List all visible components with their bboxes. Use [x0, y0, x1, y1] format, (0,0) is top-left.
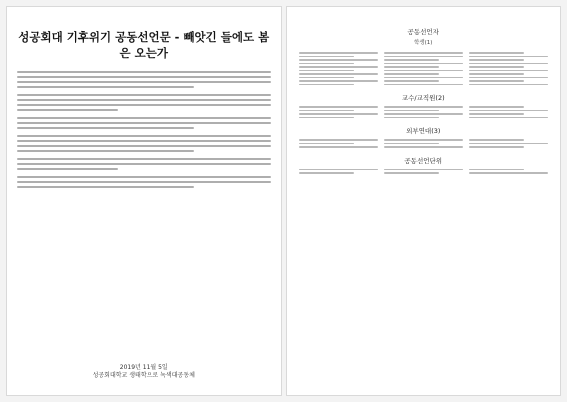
signatory-line — [384, 80, 439, 82]
body-paragraph — [17, 158, 271, 170]
signatory-line — [299, 59, 378, 61]
text-line — [17, 140, 271, 142]
text-line — [17, 94, 271, 96]
text-line — [17, 150, 194, 152]
signatory-line — [299, 110, 354, 112]
signatory-line — [469, 70, 548, 72]
signatory-line — [469, 63, 548, 65]
signatory-line — [469, 84, 548, 86]
signatory-line — [299, 77, 354, 79]
signatory-line — [469, 66, 524, 68]
right-page — [286, 6, 562, 396]
text-line — [17, 76, 271, 78]
signatory-line — [384, 139, 463, 141]
body-paragraph — [17, 135, 271, 152]
signatory-grid — [297, 167, 551, 176]
section-title: 공동선언단위 — [404, 156, 443, 165]
signatory-line — [384, 169, 463, 171]
text-line — [17, 104, 271, 106]
signatory-line — [469, 106, 524, 108]
section-subtitle: 학생(1) — [414, 40, 433, 46]
issuer-line: 성공회대학교 생태학으로 녹색대공동체 — [92, 371, 195, 379]
signatory-line — [384, 70, 463, 72]
signatory-line — [469, 80, 524, 82]
signatory-line — [384, 117, 439, 119]
text-line — [17, 109, 118, 111]
text-line — [17, 145, 271, 147]
text-line — [17, 158, 271, 160]
signatory-line — [469, 139, 524, 141]
signatory-line — [384, 52, 463, 54]
signatory-line — [299, 52, 378, 54]
left-page — [6, 6, 282, 396]
text-line — [17, 186, 194, 188]
signatory-line — [384, 56, 463, 58]
signatory-line — [469, 110, 548, 112]
signatory-line — [469, 56, 548, 58]
signatory-line — [384, 110, 439, 112]
signatory-line — [299, 80, 378, 82]
signatory-line — [299, 117, 354, 119]
text-line — [17, 181, 271, 183]
signatory-line — [469, 146, 524, 148]
signatory-line — [384, 113, 463, 115]
signatory-grid — [297, 104, 551, 120]
signatory-line — [299, 146, 378, 148]
signatory-line — [299, 113, 378, 115]
body-paragraph — [17, 71, 271, 88]
signatory-line — [299, 84, 354, 86]
signatory-line — [299, 63, 354, 65]
signatory-line — [299, 143, 354, 145]
signatory-line — [384, 84, 463, 86]
signatory-line — [384, 172, 439, 174]
text-line — [17, 176, 271, 178]
text-line — [17, 163, 271, 165]
text-line — [17, 135, 271, 137]
section-title: 공동선언자 — [407, 28, 439, 36]
signatory-line — [384, 63, 463, 65]
signatory-line — [384, 143, 439, 145]
signatory-line — [299, 66, 378, 68]
text-line — [17, 127, 194, 129]
signatory-line — [384, 77, 463, 79]
section-title: 외부연대(3) — [406, 127, 441, 135]
signatory-line — [469, 52, 524, 54]
section-title: 교수/교직원(2) — [401, 94, 445, 102]
text-line — [17, 99, 271, 101]
signatory-line — [469, 113, 524, 115]
text-line — [17, 117, 271, 119]
signatory-line — [384, 66, 439, 68]
signatory-line — [299, 106, 378, 108]
signatory-line — [384, 73, 439, 75]
signatory-line — [299, 169, 378, 171]
body-paragraph — [17, 117, 271, 129]
text-line — [17, 122, 271, 124]
signatory-line — [469, 143, 548, 145]
signatory-line — [469, 169, 524, 171]
signatory-line — [299, 73, 378, 75]
signatory-line — [469, 77, 548, 79]
signatory-grid — [297, 50, 551, 87]
signatory-line — [469, 117, 548, 119]
signatory-line — [469, 59, 524, 61]
signatory-line — [299, 70, 354, 72]
signatory-line — [299, 56, 354, 58]
text-line — [17, 71, 271, 73]
text-line — [17, 168, 118, 170]
date-line: 2019년 11월 5일 — [119, 364, 168, 371]
signatory-grid — [297, 137, 551, 150]
text-line — [17, 86, 194, 88]
signatory-line — [384, 146, 463, 148]
signature-block — [7, 364, 281, 379]
text-line — [17, 81, 271, 83]
document-title: 성공회대 기후위기 공동선언문 - 빼앗긴 들에도 봄은 오는가 — [18, 30, 270, 60]
signatory-line — [299, 139, 378, 141]
signatory-line — [384, 59, 439, 61]
body-paragraph — [17, 94, 271, 111]
body-paragraph — [17, 176, 271, 188]
signatory-line — [469, 73, 524, 75]
signatory-line — [299, 172, 354, 174]
signatory-line — [384, 106, 463, 108]
signatory-line — [469, 172, 548, 174]
